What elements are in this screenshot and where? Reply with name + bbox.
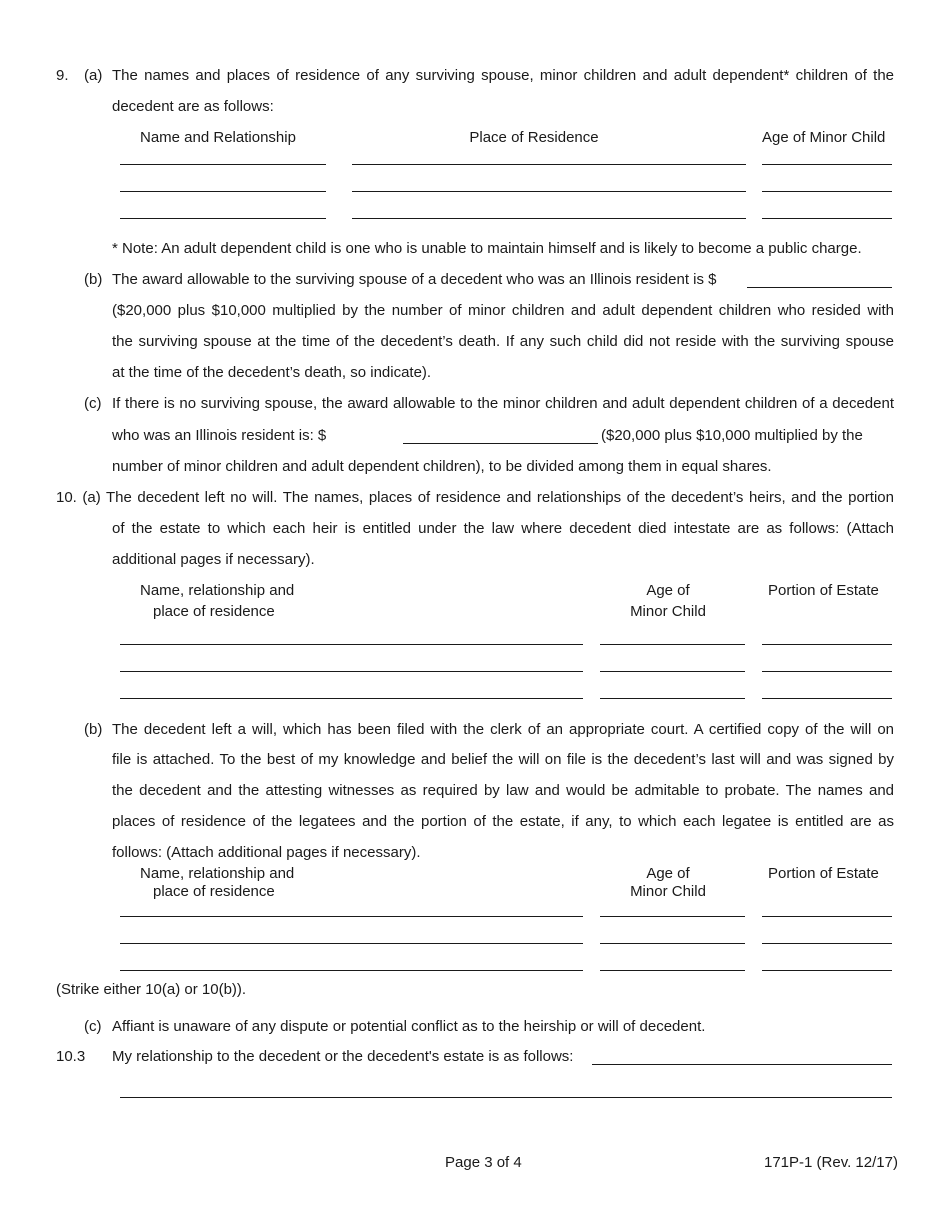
header-10b-name-line1: Name, relationship and [140,865,295,882]
field-9a-name-row3[interactable] [120,218,326,219]
section-10-3-number: 10.3 [56,1048,86,1065]
header-10b-name-line2: place of residence [153,883,275,900]
strike-instruction: (Strike either 10(a) or 10(b)). [56,981,247,998]
section-9b-text-line3: the surviving spouse at the time of the decedent’s death. If any such child did not reside with the surviving spouse [112,333,894,350]
field-10a-portion-row2[interactable] [762,671,892,672]
field-10b-age-row3[interactable] [600,970,745,971]
section-10b-text-line2: file is attached. To the best of my knowledge and belief the will on file is the decedent’s last will and was signed by [112,751,894,768]
section-9c-text-line1: If there is no surviving spouse, the award allowable to the minor children and adult dependent children of a decedent [112,395,894,412]
field-10b-age-row2[interactable] [600,943,745,944]
section-9b-text-line1: The award allowable to the surviving spouse of a decedent who was an Illinois resident is $ [112,271,717,288]
field-10b-portion-row1[interactable] [762,916,892,917]
section-10b-text-line1: The decedent left a will, which has been filed with the clerk of an appropriate court. A certified copy of the will on [112,721,894,738]
section-10b-text-line3: the decedent and the attesting witnesses as required by law and would be admitable to probate. The names and [112,782,894,799]
field-9a-age-row2[interactable] [762,191,892,192]
section-9b-label: (b) [84,271,103,288]
field-10b-name-row3[interactable] [120,970,583,971]
field-9c-award-amount[interactable] [403,443,598,444]
header-10a-age-line1: Age of [646,582,690,599]
section-9c-text-line2a: who was an Illinois resident is: $ [112,427,327,444]
section-10c-text: Affiant is unaware of any dispute or potential conflict as to the heirship or will of decedent. [112,1018,706,1035]
header-10a-age-line2: Minor Child [630,603,706,620]
section-9c-label: (c) [84,395,102,412]
section-9c-text-line2b: ($20,000 plus $10,000 multiplied by the [601,427,863,444]
section-10-3-text: My relationship to the decedent or the decedent's estate is as follows: [112,1048,574,1065]
field-10a-age-row1[interactable] [600,644,745,645]
section-9b-text-line2: ($20,000 plus $10,000 multiplied by the number of minor children and adult dependent children who resided with [112,302,894,319]
field-10a-age-row3[interactable] [600,698,745,699]
field-10a-name-row2[interactable] [120,671,583,672]
field-9b-award-amount[interactable] [747,287,892,288]
field-10b-portion-row3[interactable] [762,970,892,971]
field-10b-age-row1[interactable] [600,916,745,917]
field-10-3-relationship-line1[interactable] [592,1064,892,1065]
field-9a-name-row2[interactable] [120,191,326,192]
section-10a-text-line1: 10. (a) The decedent left no will. The names, places of residence and relationships of the decedent’s heirs, and the portion [56,489,894,506]
field-9a-age-row3[interactable] [762,218,892,219]
field-10a-age-row2[interactable] [600,671,745,672]
field-10b-portion-row2[interactable] [762,943,892,944]
section-9-note: * Note: An adult dependent child is one who is unable to maintain himself and is likely to become a public charge. [112,240,862,257]
section-10a-text-line3: additional pages if necessary). [112,551,315,568]
header-10b-age-line2: Minor Child [630,883,706,900]
form-number: 171P-1 (Rev. 12/17) [764,1154,898,1171]
section-9a-text-line2: decedent are as follows: [112,98,274,115]
header-age-minor-child: Age of Minor Child [762,129,886,146]
section-9a-label: (a) [84,67,103,84]
field-9a-name-row1[interactable] [120,164,326,165]
field-9a-age-row1[interactable] [762,164,892,165]
field-9a-residence-row1[interactable] [352,164,746,165]
field-9a-residence-row2[interactable] [352,191,746,192]
field-10b-name-row1[interactable] [120,916,583,917]
field-10a-name-row1[interactable] [120,644,583,645]
section-9c-text-line3: number of minor children and adult dependent children), to be divided among them in equal shares. [112,458,772,475]
field-10a-name-row3[interactable] [120,698,583,699]
section-9-number: 9. [56,67,69,84]
header-10b-portion: Portion of Estate [768,865,879,882]
header-10a-portion: Portion of Estate [768,582,879,599]
section-9a-text-line1: The names and places of residence of any surviving spouse, minor children and adult dependent* children of the [112,67,894,84]
section-10a-text-line2: of the estate to which each heir is entitled under the law where decedent died intestate are as follows: (Attach [112,520,894,537]
header-10a-name-line1: Name, relationship and [140,582,295,599]
section-9b-text-line4: at the time of the decedent’s death, so indicate). [112,364,432,381]
field-9a-residence-row3[interactable] [352,218,746,219]
field-10a-portion-row3[interactable] [762,698,892,699]
section-10b-text-line4: places of residence of the legatees and the portion of the estate, if any, to which each legatee is entitled are as [112,813,894,830]
section-10c-label: (c) [84,1018,102,1035]
field-10b-name-row2[interactable] [120,943,583,944]
field-10-3-relationship-line2[interactable] [120,1097,892,1098]
section-10b-label: (b) [84,721,103,738]
field-10a-portion-row1[interactable] [762,644,892,645]
section-10b-text-line5: follows: (Attach additional pages if necessary). [112,844,421,861]
header-place-of-residence: Place of Residence [469,129,599,146]
header-10a-name-line2: place of residence [153,603,275,620]
header-name-relationship: Name and Relationship [140,129,296,146]
header-10b-age-line1: Age of [646,865,690,882]
page-number: Page 3 of 4 [445,1154,522,1171]
